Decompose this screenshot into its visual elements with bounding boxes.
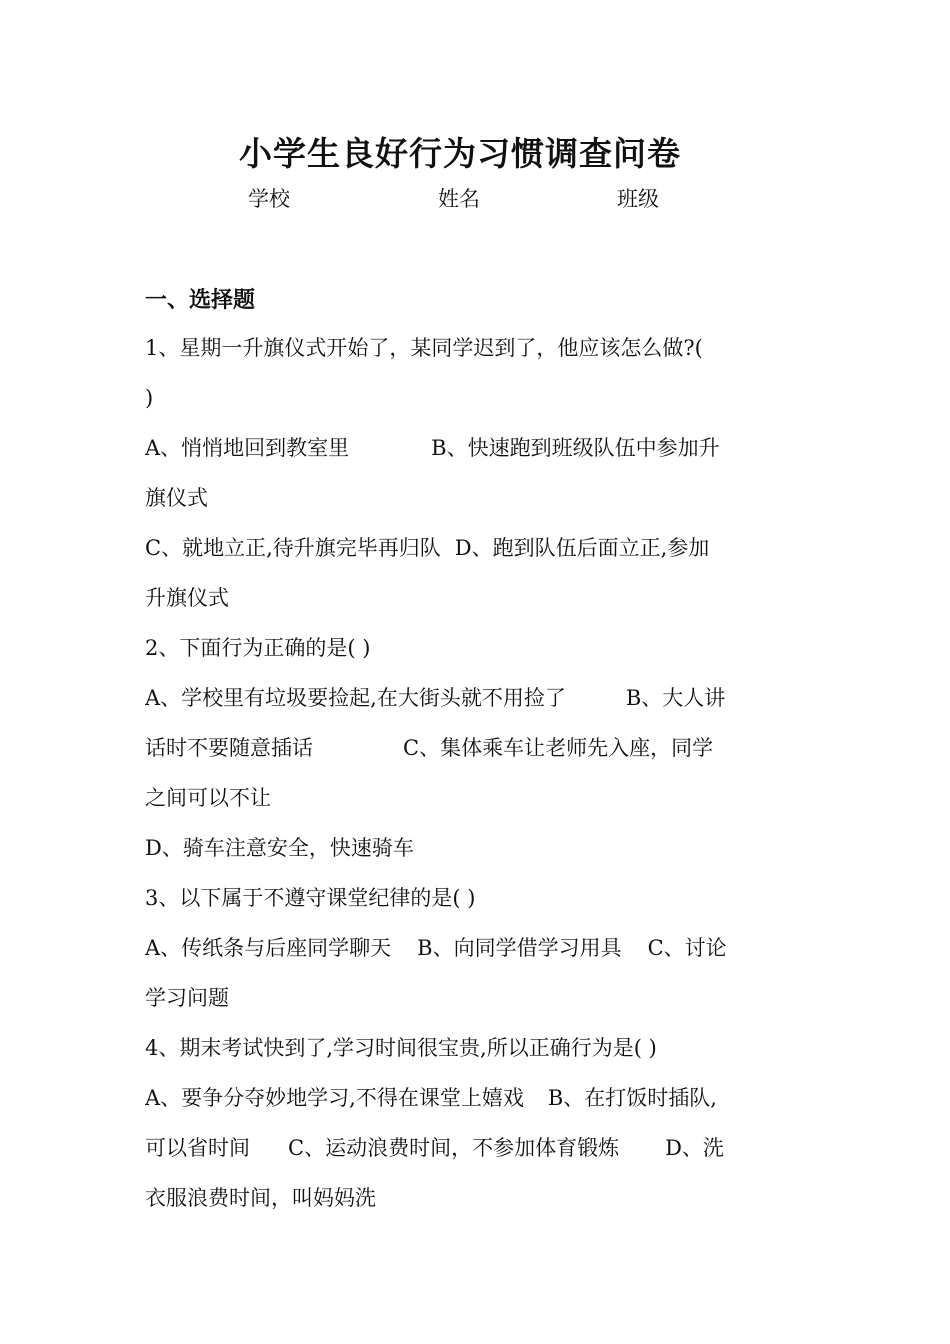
question-4-option-b-cont: 可以省时间 (145, 1136, 250, 1160)
question-3-options-row (145, 923, 813, 973)
question-2-stem: 2、下面行为正确的是( ) (145, 636, 371, 660)
question-1-option-b: B、快速跑到班级队伍中参加升 (431, 436, 720, 460)
section-heading: 一、选择题 (145, 288, 256, 313)
question-3-stem: 3、以下属于不遵守课堂纪律的是( ) (145, 886, 476, 910)
question-1-paren-close: ) (145, 386, 154, 410)
question-4-option-b: B、在打饭时插队, (547, 1086, 717, 1110)
question-1-option-b-cont: 旗仪式 (145, 486, 208, 510)
question-4-options-row-3 (145, 1173, 813, 1223)
question-2-option-b-cont: 话时不要随意插话 (145, 736, 313, 760)
question-1-options-row (145, 423, 813, 473)
question-3-option-a: A、传纸条与后座同学聊天 (145, 936, 392, 960)
question-1-text-cont (145, 373, 813, 423)
page-title: 小学生良好行为习惯调查问卷 (239, 134, 681, 173)
question-4-options-row (145, 1073, 813, 1123)
question-2-option-c-cont: 之间可以不让 (145, 786, 271, 810)
question-4-options-row-2 (145, 1123, 813, 1173)
question-1-options-row-2 (145, 523, 813, 573)
question-3-option-b: B、向同学借学习用具 (417, 936, 622, 960)
question-1-option-d: D、跑到队伍后面立正,参加 (454, 536, 710, 560)
question-1-option-d-cont: 升旗仪式 (145, 586, 229, 610)
question-1-text (145, 323, 813, 373)
header-fields (0, 183, 950, 215)
question-2-option-c: C、集体乘车让老师先入座，同学 (403, 736, 714, 760)
question-1-option-a: A、悄悄地回到教室里 (145, 436, 350, 460)
question-3-text (145, 873, 813, 923)
question-3-options-row-cont (145, 973, 813, 1023)
question-4-stem: 4、期末考试快到了,学习时间很宝贵,所以正确行为是( ) (145, 1036, 657, 1060)
question-1-options-row-cont (145, 473, 813, 523)
question-3-option-c-cont: 学习问题 (145, 986, 229, 1010)
question-4-option-a: A、要争分夺妙地学习,不得在课堂上嬉戏 (145, 1086, 524, 1110)
question-4-option-c: C、运动浪费时间，不参加体育锻炼 (288, 1136, 620, 1160)
question-1-option-c: C、就地立正,待升旗完毕再归队 (145, 536, 441, 560)
question-4-option-d: D、洗 (665, 1136, 724, 1160)
school-field-label: 学校 (248, 187, 290, 211)
question-4-option-d-cont: 衣服浪费时间，叫妈妈洗 (145, 1186, 376, 1210)
question-2-options-row-4 (145, 823, 813, 873)
question-4-text (145, 1023, 813, 1073)
question-2-option-b: B、大人讲 (625, 686, 726, 710)
question-2-text (145, 623, 813, 673)
question-3-option-c: C、讨论 (647, 936, 727, 960)
question-2-option-a: A、学校里有垃圾要捡起,在大街头就不用捡了 (145, 686, 566, 710)
question-1-options-row-2-cont (145, 573, 813, 623)
question-2-option-d: D、骑车注意安全，快速骑车 (145, 836, 414, 860)
question-1-stem: 1、星期一升旗仪式开始了，某同学迟到了，他应该怎么做?( (145, 336, 703, 360)
class-field-label: 班级 (617, 187, 659, 211)
question-2-options-row-2 (145, 723, 813, 773)
question-list (145, 323, 813, 1223)
question-2-options-row (145, 673, 813, 723)
question-2-options-row-3 (145, 773, 813, 823)
name-field-label: 姓名 (438, 187, 480, 211)
